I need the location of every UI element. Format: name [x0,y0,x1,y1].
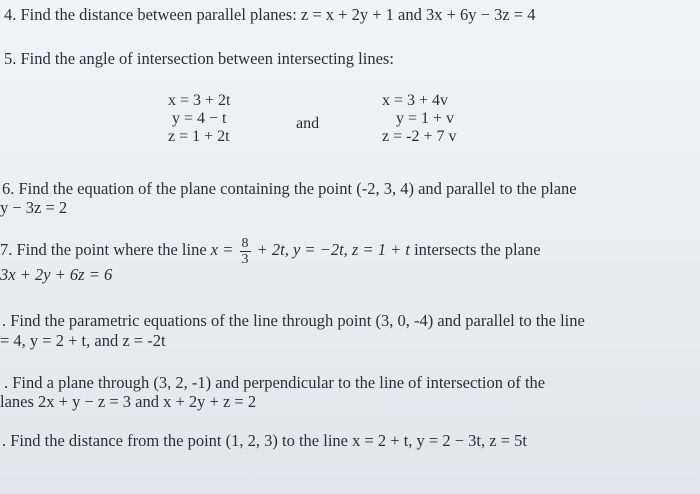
problem-5-line-1-system [168,92,231,146]
problem-10: . Find the distance from the point (1, 2, 3) to the line x = 2 + t, y = 2 − 3t, z = 5t [2,431,527,450]
fraction-denominator: 3 [241,251,249,267]
problem-7-x-equals: x = [210,240,234,259]
problem-6-line-2: y − 3z = 2 [0,198,68,217]
problem-7-suffix: intersects the plane [409,240,541,259]
fraction-numerator: 8 [241,235,249,251]
problem-6-line-1: 6. Find the equation of the plane containing the point (-2, 3, 4) and parallel to the plane [2,179,577,198]
problem-7-parametric-rest: + 2t, y = −2t, z = 1 + t [256,240,410,259]
problem-5: 5. Find the angle of intersection between intersecting lines: [4,49,394,68]
problem-9-line-1: . Find a plane through (3, 2, -1) and perpendicular to the line of intersection of the [4,373,546,392]
problem-4: 4. Find the distance between parallel planes: z = x + 2y + 1 and 3x + 6y − 3z = 4 [4,5,536,24]
problem-8-line-1: . Find the parametric equations of the line through point (3, 0, -4) and parallel to the line [2,311,585,330]
problem-7-line-2: 3x + 2y + 6z = 6 [0,265,113,284]
problem-5-connector: and [296,115,320,132]
line-2-x-equation: x = 3 + 4v [382,92,449,109]
line-2-z-equation: z = -2 + 7 v [382,128,457,145]
line-1-y-equation: y = 4 − t [172,110,227,127]
problem-9-line-2: lanes 2x + y − z = 3 and x + 2y + z = 2 [0,392,257,411]
line-2-y-equation: y = 1 + v [396,110,455,127]
problem-7-prefix: 7. Find the point where the line [0,240,211,259]
problem-5-line-2-system [382,92,456,146]
problem-7-fraction [240,236,251,267]
problem-7-line-1 [0,232,541,268]
problem-8-line-2: = 4, y = 2 + t, and z = -2t [0,331,166,350]
line-1-x-equation: x = 3 + 2t [168,92,231,109]
line-1-z-equation: z = 1 + 2t [168,128,230,145]
